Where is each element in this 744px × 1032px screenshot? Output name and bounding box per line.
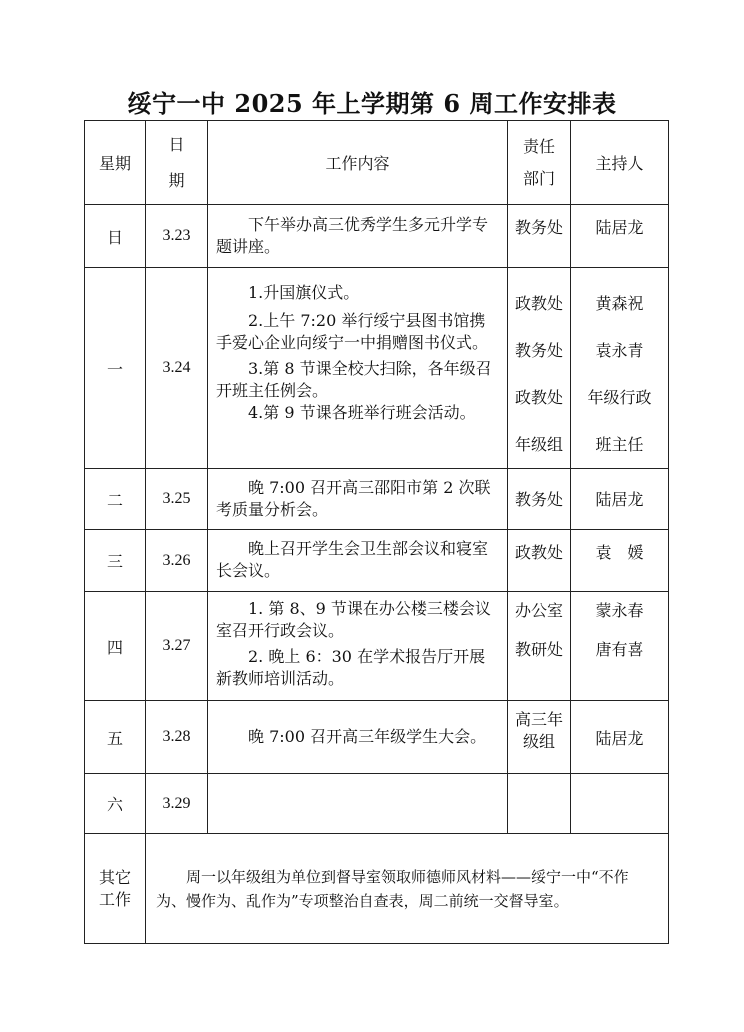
dept-cell [508, 530, 571, 592]
header-date-line1: 日 [168, 134, 185, 154]
dept-item: 教务处 [514, 490, 563, 509]
date-cell: 3.27 [146, 592, 208, 701]
table-row [85, 469, 669, 530]
dept-cell [508, 774, 571, 834]
header-dept-line2: 部门 [522, 168, 555, 188]
content-cell [208, 205, 508, 268]
content-item: 4.第 9 节课各班举行班会活动。 [248, 403, 476, 422]
dept-cell [508, 205, 571, 268]
table-row [85, 701, 669, 774]
host-item: 蒙永春 [595, 601, 644, 620]
host-cell [571, 592, 669, 701]
header-host: 主持人 [571, 121, 669, 205]
content-cell [208, 268, 508, 469]
dept-item: 政教处 [514, 388, 563, 407]
host-item: 陆居龙 [595, 218, 644, 237]
dept-item: 教务处 [514, 341, 563, 360]
dept-cell [508, 469, 571, 530]
page-title: 绥宁一中 2025 年上学期第 6 周工作安排表 [127, 89, 617, 118]
content-cell [208, 530, 508, 592]
dept-item: 高三年级组 [514, 710, 563, 751]
table-row [85, 268, 669, 469]
other-work-label [85, 834, 146, 944]
other-work-text: 周一以年级组为单位到督导室领取师德师风材料——绥宁一中“不作为、慢作为、乱作为”专项整治自查表，周二前统一交督导室。 [156, 867, 629, 910]
content-item: 3.第 8 节课全校大扫除，各年级召开班主任例会。 [216, 359, 492, 400]
date-cell: 3.28 [146, 701, 208, 774]
other-work-content [146, 834, 669, 944]
content-item: 晚 7:00 召开高三邵阳市第 2 次联考质量分析会。 [216, 478, 491, 519]
schedule-table [84, 120, 669, 944]
weekday-cell: 二 [85, 469, 146, 530]
header-content: 工作内容 [208, 121, 508, 205]
weekday-cell: 五 [85, 701, 146, 774]
weekday-cell: 四 [85, 592, 146, 701]
host-cell [571, 701, 669, 774]
content-cell [208, 469, 508, 530]
dept-item: 政教处 [514, 543, 563, 562]
content-item: 1. 第 8、9 节课在办公楼三楼会议室召开行政会议。 [216, 599, 491, 640]
dept-item: 年级组 [514, 435, 563, 454]
host-item: 袁永青 [595, 341, 644, 360]
host-item: 陆居龙 [595, 490, 644, 509]
other-work-row [85, 834, 669, 944]
header-dept [508, 121, 571, 205]
host-item: 黄森祝 [595, 294, 644, 313]
table-row [85, 774, 669, 834]
host-item: 班主任 [595, 435, 644, 454]
dept-item: 教务处 [514, 218, 563, 237]
table-header-row [85, 121, 669, 205]
table-row [85, 530, 669, 592]
content-item: 下午举办高三优秀学生多元升学专题讲座。 [216, 215, 489, 256]
weekday-cell: 一 [85, 268, 146, 469]
weekday-cell: 三 [85, 530, 146, 592]
weekday-cell: 六 [85, 774, 146, 834]
date-cell: 3.24 [146, 268, 208, 469]
date-cell: 3.23 [146, 205, 208, 268]
dept-cell [508, 592, 571, 701]
dept-item: 办公室 [514, 601, 563, 620]
content-cell [208, 592, 508, 701]
date-cell: 3.26 [146, 530, 208, 592]
host-cell [571, 268, 669, 469]
header-date [146, 121, 208, 205]
host-item: 袁 媛 [595, 543, 644, 562]
weekday-cell: 日 [85, 205, 146, 268]
host-item: 唐有喜 [595, 640, 644, 659]
host-cell [571, 205, 669, 268]
date-cell: 3.29 [146, 774, 208, 834]
content-cell [208, 701, 508, 774]
host-cell [571, 774, 669, 834]
header-weekday: 星期 [85, 121, 146, 205]
content-cell [208, 774, 508, 834]
host-cell [571, 469, 669, 530]
table-row [85, 592, 669, 701]
table-row [85, 205, 669, 268]
dept-cell [508, 701, 571, 774]
header-date-line2: 期 [168, 170, 185, 190]
host-item: 陆居龙 [595, 728, 644, 748]
other-work-label-line1: 其它 [98, 867, 131, 887]
content-item: 晚上召开学生会卫生部会议和寝室长会议。 [216, 539, 489, 580]
header-dept-line1: 责任 [522, 136, 555, 156]
dept-cell [508, 268, 571, 469]
date-cell: 3.25 [146, 469, 208, 530]
content-item: 1.升国旗仪式。 [248, 283, 360, 302]
content-item: 2.上午 7:20 举行绥宁县图书馆携手爱心企业向绥宁一中捐赠图书仪式。 [216, 311, 489, 352]
content-item: 2. 晚上 6：30 在学术报告厅开展新教师培训活动。 [216, 647, 486, 688]
other-work-label-line2: 工作 [98, 889, 131, 909]
dept-item: 教研处 [514, 640, 563, 659]
host-cell [571, 530, 669, 592]
host-item: 年级行政 [587, 388, 652, 407]
dept-item: 政教处 [514, 294, 563, 313]
content-item: 晚 7:00 召开高三年级学生大会。 [248, 727, 487, 746]
